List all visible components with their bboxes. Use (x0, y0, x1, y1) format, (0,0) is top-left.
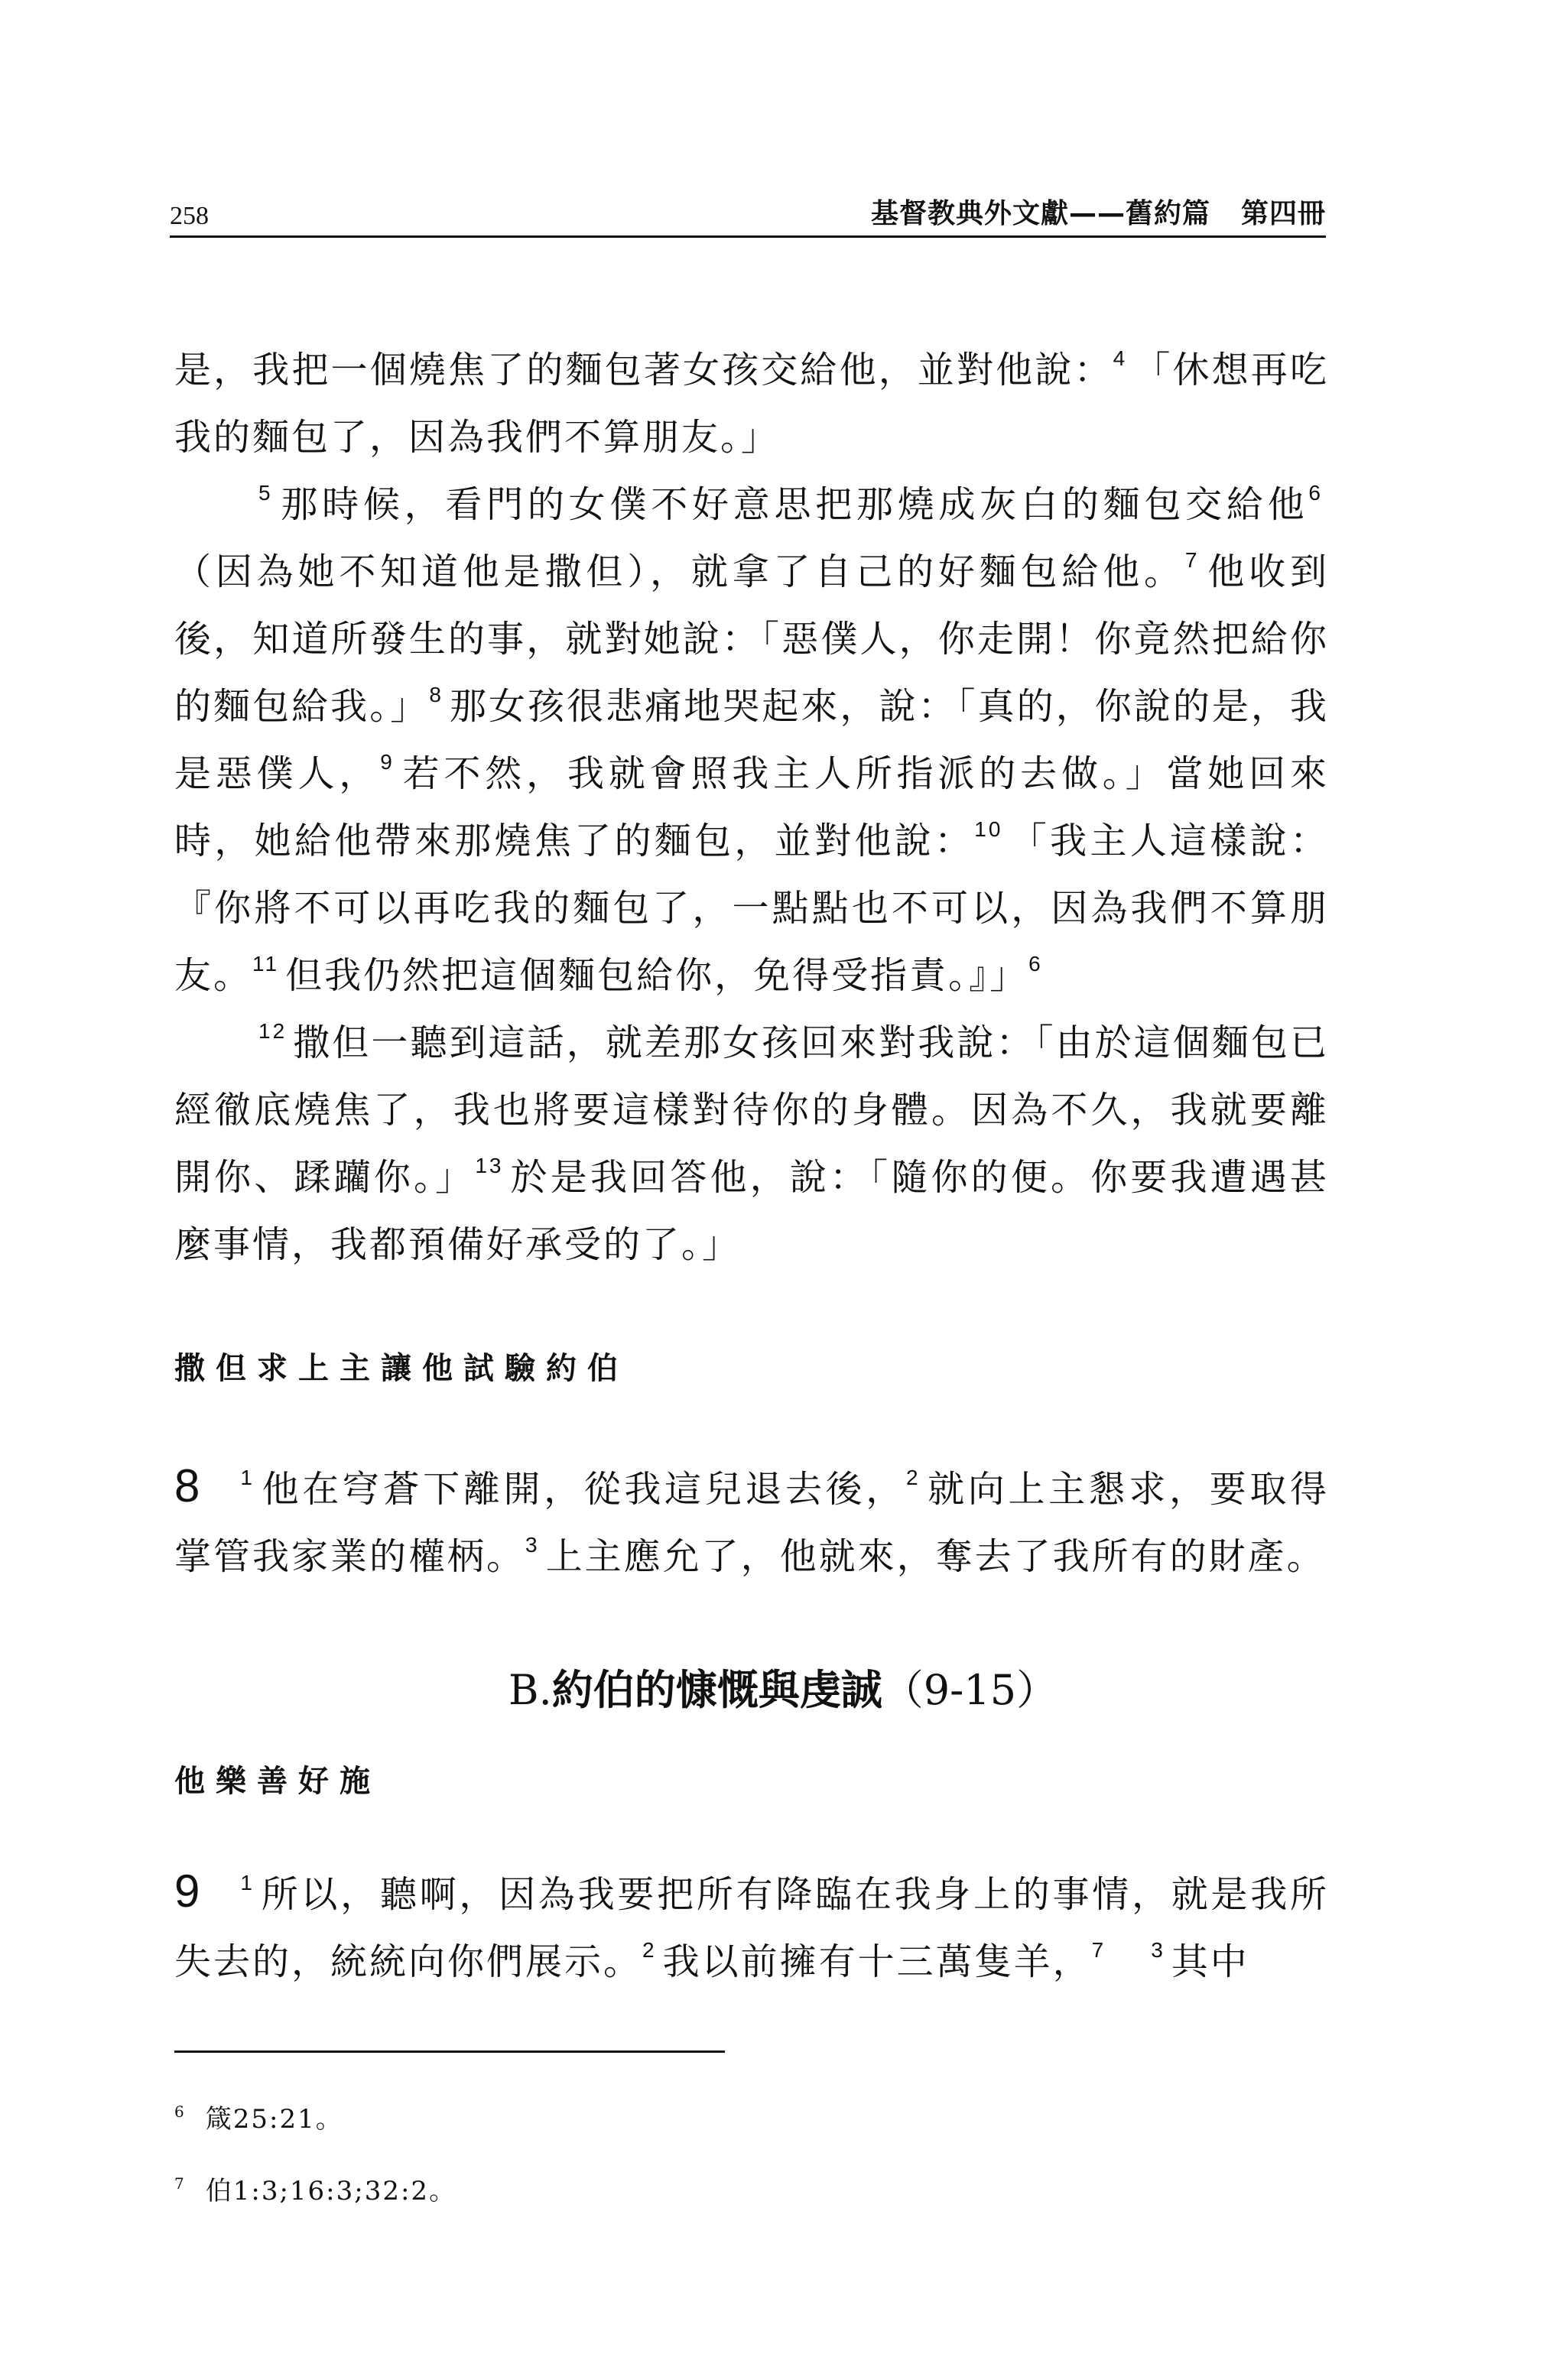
verse-number: 2 (905, 1466, 921, 1489)
running-title (871, 192, 1326, 231)
text-run: 我以前擁有十三萬隻羊， (662, 1940, 1092, 1983)
heading-b-prefix: B. (508, 1666, 552, 1714)
verse-number: 1 (240, 1871, 255, 1895)
text-run: 他收到後，知道所發生的事，就對她說：「惡僕人，你走開！你竟然把給你的麵包給我。」 (174, 550, 1329, 728)
text-run: 上主應允了，他就來，奪去了我所有的財產。 (545, 1535, 1326, 1578)
verse-number: 3 (1151, 1938, 1165, 1962)
verse-number: 6 (1308, 481, 1323, 505)
paragraph-2 (174, 471, 1329, 1009)
body-text-top (174, 336, 1329, 1278)
verse-number: 5 (258, 481, 273, 505)
text-run (1112, 1940, 1151, 1983)
verse-number: 7 (1091, 1938, 1106, 1962)
text-run: 那女孩很悲痛地哭起來，說：「真的，你說的是，我是惡僕人， (174, 685, 1329, 795)
header-rule (170, 235, 1326, 238)
verse-number: 2 (642, 1938, 657, 1962)
chapter-9-paragraph (174, 1858, 1329, 1995)
footnote-mark: 7 (174, 2174, 186, 2193)
chapter-8-text (174, 1468, 1329, 1578)
chapter-8-block (174, 1453, 1329, 1590)
text-run: 「休想再吃我的麵包了，因為我們不算朋友。」 (174, 349, 1329, 459)
text-run: 是，我把一個燒焦了的麵包著女孩交給他，並對他說： (174, 349, 1113, 391)
footnote-rule (174, 2050, 725, 2053)
text-run: （因為她不知道他是撒但），就拿了自己的好麵包給他。 (174, 550, 1185, 593)
text-run: 那時候，看門的女僕不好意思把那燒成灰白的麵包交給他 (278, 483, 1309, 526)
text-run: 但我仍然把這個麵包給你，免得受指責。』」 (285, 954, 1029, 997)
text-run: 若不然，我就會照我主人所指派的去做。」當她回來時，她給他帶來那燒焦了的麵包，並對他說： (174, 752, 1329, 862)
section-title-satan-asks: 撒但求上主讓他試驗約伯 (174, 1351, 629, 1386)
chapter-9-block (174, 1858, 1329, 1995)
chapter-8-paragraph (174, 1453, 1329, 1590)
verse-number: 12 (258, 1019, 288, 1043)
chapter-number-8: 8 (174, 1460, 203, 1511)
verse-number: 13 (475, 1154, 504, 1177)
verse-number: 4 (1113, 346, 1128, 370)
verse-number: 9 (380, 750, 395, 774)
text-run: 於是我回答他，說：「隨你的便。你要我遭遇甚麼事情，我都預備好承受的了。」 (174, 1156, 1329, 1266)
verse-number: 7 (1184, 548, 1200, 572)
book-title: 基督教典外文獻——舊約篇 (870, 198, 1210, 229)
footnote-6 (174, 2080, 456, 2151)
heading-b-range: （9-15） (882, 1666, 1058, 1714)
heading-b-title: 約伯的慷慨與虔誠 (551, 1666, 882, 1714)
section-title-generosity: 他樂善好施 (174, 1764, 381, 1799)
verse-number: 10 (974, 817, 1003, 841)
text-run: 「我主人這樣說：『你將不可以再吃我的麵包了，一點點也不可以，因為我們不算朋友。 (174, 820, 1329, 997)
heading-b (0, 1658, 1566, 1716)
volume-label: 第四冊 (1240, 198, 1326, 229)
footnote-text: 伯1:3;16:3;32:2。 (205, 2176, 457, 2206)
verse-number: 1 (240, 1466, 255, 1489)
text-run: 其中 (1171, 1940, 1249, 1983)
footnote-mark: 6 (174, 2102, 186, 2121)
page-number: 258 (170, 202, 209, 230)
verse-number: 6 (1028, 952, 1043, 976)
paragraph-3 (174, 1009, 1329, 1278)
verse-number: 11 (252, 952, 280, 976)
paragraph-1 (174, 336, 1329, 471)
text-run: 撒但一聽到這話，就差那女孩回來對我說：「由於這個麵包已經徹底燒焦了，我也將要這樣對待你的身體。因為不久，我就要離開你、蹂躪你。」 (174, 1021, 1329, 1199)
footnote-7 (174, 2151, 456, 2223)
verse-number: 8 (429, 683, 443, 706)
chapter-9-text (174, 1873, 1329, 1983)
verse-number: 3 (525, 1533, 540, 1557)
chapter-number-9: 9 (174, 1865, 203, 1917)
footnote-text: 箴25:21。 (205, 2104, 343, 2135)
text-run: 所以，聽啊，因為我要把所有降臨在我身上的事情，就是我所失去的，統統向你們展示。 (174, 1873, 1329, 1983)
page-header (170, 191, 1326, 237)
text-run: 他在穹蒼下離開，從我這兒退去後， (260, 1468, 906, 1511)
text-run: 就向上主懇求，要取得掌管我家業的權柄。 (174, 1468, 1329, 1578)
footnotes (174, 2080, 456, 2223)
